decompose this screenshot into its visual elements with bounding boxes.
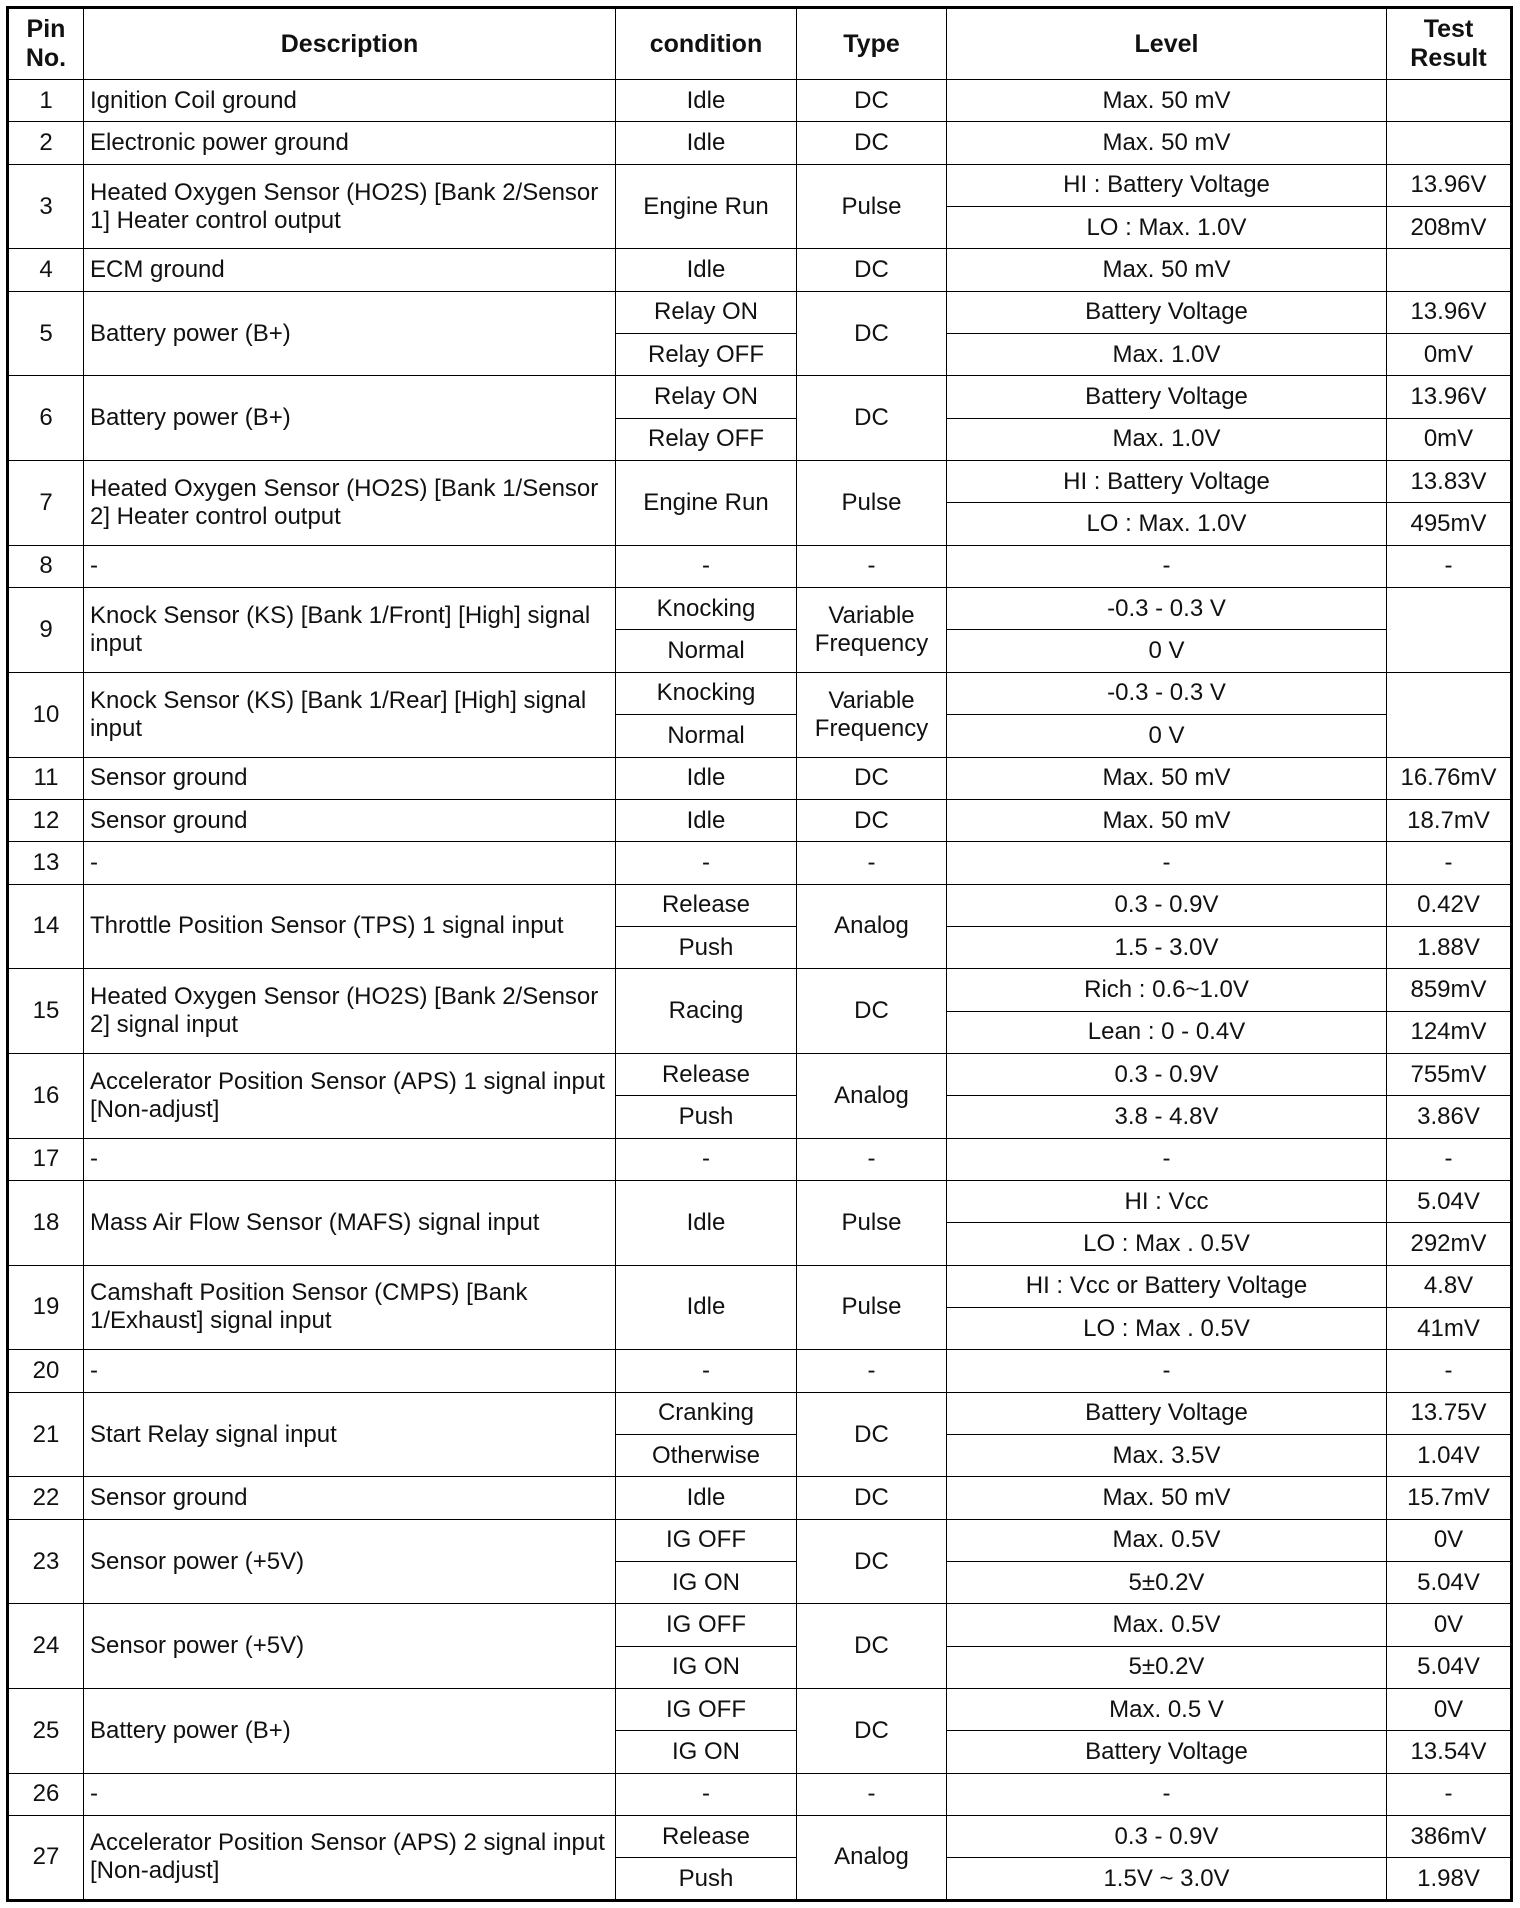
test-result-cell: - bbox=[1387, 1773, 1512, 1815]
level-cell: LO : Max . 0.5V bbox=[947, 1223, 1387, 1265]
test-result-cell: 208mV bbox=[1387, 207, 1512, 249]
type-cell: DC bbox=[797, 1519, 947, 1604]
type-cell: DC bbox=[797, 1477, 947, 1519]
test-result-cell: 0V bbox=[1387, 1689, 1512, 1731]
header-result-line1: Test bbox=[1423, 15, 1474, 43]
header-description: Description bbox=[84, 8, 616, 80]
pin-description: Camshaft Position Sensor (CMPS) [Bank 1/Exhaust] signal input bbox=[84, 1265, 616, 1350]
condition-cell: Release bbox=[616, 1053, 797, 1095]
level-cell: HI : Battery Voltage bbox=[947, 164, 1387, 206]
pin-number: 27 bbox=[8, 1816, 84, 1901]
level-cell: 0 V bbox=[947, 715, 1387, 757]
test-result-cell: 495mV bbox=[1387, 503, 1512, 545]
pin-number: 18 bbox=[8, 1180, 84, 1265]
condition-cell: Relay OFF bbox=[616, 418, 797, 460]
level-cell: Max. 50 mV bbox=[947, 757, 1387, 799]
table-row bbox=[8, 588, 1512, 630]
condition-cell: - bbox=[616, 1350, 797, 1392]
test-result-cell: 1.98V bbox=[1387, 1858, 1512, 1900]
pin-number: 20 bbox=[8, 1350, 84, 1392]
pin-description: - bbox=[84, 1350, 616, 1392]
condition-cell: Idle bbox=[616, 1265, 797, 1350]
level-cell: Battery Voltage bbox=[947, 291, 1387, 333]
test-result-cell: 755mV bbox=[1387, 1053, 1512, 1095]
type-cell: - bbox=[797, 1773, 947, 1815]
pin-number: 9 bbox=[8, 588, 84, 673]
condition-cell: Otherwise bbox=[616, 1435, 797, 1477]
pin-number: 13 bbox=[8, 842, 84, 884]
test-result-cell: 4.8V bbox=[1387, 1265, 1512, 1307]
pin-description: Heated Oxygen Sensor (HO2S) [Bank 2/Sensor 2] signal input bbox=[84, 969, 616, 1054]
level-cell: - bbox=[947, 842, 1387, 884]
pin-description: Heated Oxygen Sensor (HO2S) [Bank 2/Sensor 1] Heater control output bbox=[84, 164, 616, 249]
type-cell: DC bbox=[797, 80, 947, 122]
type-cell: Pulse bbox=[797, 164, 947, 249]
level-cell: - bbox=[947, 1138, 1387, 1180]
condition-cell: Idle bbox=[616, 80, 797, 122]
test-result-cell: 3.86V bbox=[1387, 1096, 1512, 1138]
test-result-cell: 18.7mV bbox=[1387, 799, 1512, 841]
condition-cell: Normal bbox=[616, 715, 797, 757]
pin-description: Knock Sensor (KS) [Bank 1/Rear] [High] signal input bbox=[84, 672, 616, 757]
header-result-line2: Result bbox=[1410, 44, 1487, 72]
level-cell: Battery Voltage bbox=[947, 376, 1387, 418]
header-condition: condition bbox=[616, 8, 797, 80]
condition-cell: Cranking bbox=[616, 1392, 797, 1434]
header-pin-line1: Pin bbox=[26, 15, 66, 43]
level-cell: Max. 50 mV bbox=[947, 1477, 1387, 1519]
condition-cell: Idle bbox=[616, 249, 797, 291]
pin-number: 8 bbox=[8, 545, 84, 587]
table-row bbox=[8, 122, 1512, 164]
level-cell: -0.3 - 0.3 V bbox=[947, 588, 1387, 630]
pin-description: Ignition Coil ground bbox=[84, 80, 616, 122]
pin-description: Heated Oxygen Sensor (HO2S) [Bank 1/Sensor 2] Heater control output bbox=[84, 461, 616, 546]
condition-cell: Racing bbox=[616, 969, 797, 1054]
level-cell: - bbox=[947, 545, 1387, 587]
table-row bbox=[8, 842, 1512, 884]
table-row bbox=[8, 1392, 1512, 1434]
test-result-cell: 13.75V bbox=[1387, 1392, 1512, 1434]
type-cell: DC bbox=[797, 1689, 947, 1774]
type-cell: - bbox=[797, 1138, 947, 1180]
test-result-cell bbox=[1387, 672, 1512, 757]
type-cell: Pulse bbox=[797, 461, 947, 546]
pin-number: 22 bbox=[8, 1477, 84, 1519]
pin-description: ECM ground bbox=[84, 249, 616, 291]
test-result-cell: 13.96V bbox=[1387, 164, 1512, 206]
level-cell: Battery Voltage bbox=[947, 1731, 1387, 1773]
pin-number: 1 bbox=[8, 80, 84, 122]
type-cell: Pulse bbox=[797, 1180, 947, 1265]
level-cell: - bbox=[947, 1773, 1387, 1815]
level-cell: Rich : 0.6~1.0V bbox=[947, 969, 1387, 1011]
condition-cell: IG ON bbox=[616, 1731, 797, 1773]
type-cell: - bbox=[797, 842, 947, 884]
level-cell: Max. 0.5V bbox=[947, 1604, 1387, 1646]
condition-cell: IG OFF bbox=[616, 1604, 797, 1646]
type-cell: Pulse bbox=[797, 1265, 947, 1350]
level-cell: 1.5V ~ 3.0V bbox=[947, 1858, 1387, 1900]
pin-number: 3 bbox=[8, 164, 84, 249]
pin-description: Mass Air Flow Sensor (MAFS) signal input bbox=[84, 1180, 616, 1265]
test-result-cell bbox=[1387, 249, 1512, 291]
ecm-pin-test-table bbox=[6, 6, 1513, 1902]
test-result-cell: 13.83V bbox=[1387, 461, 1512, 503]
level-cell: -0.3 - 0.3 V bbox=[947, 672, 1387, 714]
level-cell: Max. 50 mV bbox=[947, 80, 1387, 122]
condition-cell: Normal bbox=[616, 630, 797, 672]
condition-cell: IG ON bbox=[616, 1646, 797, 1688]
pin-number: 24 bbox=[8, 1604, 84, 1689]
type-cell: - bbox=[797, 1350, 947, 1392]
pin-description: Sensor power (+5V) bbox=[84, 1519, 616, 1604]
pin-number: 12 bbox=[8, 799, 84, 841]
type-cell: DC bbox=[797, 249, 947, 291]
test-result-cell bbox=[1387, 588, 1512, 673]
header-level: Level bbox=[947, 8, 1387, 80]
pin-number: 14 bbox=[8, 884, 84, 969]
test-result-cell: 0V bbox=[1387, 1519, 1512, 1561]
pin-number: 10 bbox=[8, 672, 84, 757]
test-result-cell: 0mV bbox=[1387, 418, 1512, 460]
level-cell: 0.3 - 0.9V bbox=[947, 1816, 1387, 1858]
header-pin bbox=[8, 8, 84, 80]
test-result-cell: - bbox=[1387, 1350, 1512, 1392]
condition-cell: - bbox=[616, 545, 797, 587]
test-result-cell: 16.76mV bbox=[1387, 757, 1512, 799]
pin-description: Start Relay signal input bbox=[84, 1392, 616, 1477]
test-result-cell: 0.42V bbox=[1387, 884, 1512, 926]
test-result-cell: 13.96V bbox=[1387, 376, 1512, 418]
condition-cell: IG OFF bbox=[616, 1519, 797, 1561]
table-row bbox=[8, 757, 1512, 799]
level-cell: 3.8 - 4.8V bbox=[947, 1096, 1387, 1138]
condition-cell: Release bbox=[616, 884, 797, 926]
pin-description: - bbox=[84, 1773, 616, 1815]
type-cell: DC bbox=[797, 969, 947, 1054]
test-result-cell: 5.04V bbox=[1387, 1646, 1512, 1688]
pin-table-container bbox=[6, 6, 1510, 1902]
pin-description: Accelerator Position Sensor (APS) 1 signal input [Non-adjust] bbox=[84, 1053, 616, 1138]
type-cell: DC bbox=[797, 376, 947, 461]
pin-description: Sensor ground bbox=[84, 757, 616, 799]
pin-description: Sensor ground bbox=[84, 799, 616, 841]
test-result-cell: 5.04V bbox=[1387, 1562, 1512, 1604]
test-result-cell: 15.7mV bbox=[1387, 1477, 1512, 1519]
condition-cell: - bbox=[616, 842, 797, 884]
level-cell: Lean : 0 - 0.4V bbox=[947, 1011, 1387, 1053]
table-row bbox=[8, 376, 1512, 418]
pin-description: - bbox=[84, 1138, 616, 1180]
level-cell: LO : Max. 1.0V bbox=[947, 207, 1387, 249]
condition-cell: Relay ON bbox=[616, 376, 797, 418]
pin-description: - bbox=[84, 842, 616, 884]
pin-number: 15 bbox=[8, 969, 84, 1054]
table-row bbox=[8, 799, 1512, 841]
pin-description: Sensor ground bbox=[84, 1477, 616, 1519]
condition-cell: Push bbox=[616, 1096, 797, 1138]
pin-description: Electronic power ground bbox=[84, 122, 616, 164]
table-row bbox=[8, 1138, 1512, 1180]
condition-cell: Push bbox=[616, 926, 797, 968]
pin-number: 25 bbox=[8, 1689, 84, 1774]
condition-cell: Idle bbox=[616, 1180, 797, 1265]
condition-cell: Idle bbox=[616, 122, 797, 164]
type-cell: DC bbox=[797, 799, 947, 841]
table-row bbox=[8, 1350, 1512, 1392]
condition-cell: Engine Run bbox=[616, 461, 797, 546]
table-row bbox=[8, 249, 1512, 291]
pin-number: 21 bbox=[8, 1392, 84, 1477]
level-cell: 0 V bbox=[947, 630, 1387, 672]
level-cell: Max. 50 mV bbox=[947, 799, 1387, 841]
test-result-cell: 13.54V bbox=[1387, 1731, 1512, 1773]
level-cell: LO : Max. 1.0V bbox=[947, 503, 1387, 545]
table-row bbox=[8, 1773, 1512, 1815]
pin-number: 26 bbox=[8, 1773, 84, 1815]
table-row bbox=[8, 969, 1512, 1011]
table-row bbox=[8, 1604, 1512, 1646]
test-result-cell: - bbox=[1387, 545, 1512, 587]
table-row bbox=[8, 1053, 1512, 1095]
test-result-cell: 13.96V bbox=[1387, 291, 1512, 333]
type-cell: Analog bbox=[797, 884, 947, 969]
level-cell: Max. 3.5V bbox=[947, 1435, 1387, 1477]
table-row bbox=[8, 545, 1512, 587]
type-cell: DC bbox=[797, 1604, 947, 1689]
level-cell: HI : Vcc bbox=[947, 1180, 1387, 1222]
test-result-cell: 124mV bbox=[1387, 1011, 1512, 1053]
condition-cell: Push bbox=[616, 1858, 797, 1900]
test-result-cell: 0mV bbox=[1387, 334, 1512, 376]
level-cell: HI : Battery Voltage bbox=[947, 461, 1387, 503]
header-row bbox=[8, 8, 1512, 80]
table-row bbox=[8, 884, 1512, 926]
test-result-cell: - bbox=[1387, 1138, 1512, 1180]
pin-number: 5 bbox=[8, 291, 84, 376]
type-cell: Variable Frequency bbox=[797, 672, 947, 757]
level-cell: - bbox=[947, 1350, 1387, 1392]
condition-cell: Relay ON bbox=[616, 291, 797, 333]
condition-cell: - bbox=[616, 1773, 797, 1815]
condition-cell: Idle bbox=[616, 757, 797, 799]
pin-number: 23 bbox=[8, 1519, 84, 1604]
test-result-cell bbox=[1387, 122, 1512, 164]
table-row bbox=[8, 461, 1512, 503]
header-pin-line2: No. bbox=[25, 44, 67, 72]
pin-description: Battery power (B+) bbox=[84, 1689, 616, 1774]
condition-cell: Relay OFF bbox=[616, 334, 797, 376]
type-cell: Analog bbox=[797, 1053, 947, 1138]
condition-cell: Engine Run bbox=[616, 164, 797, 249]
condition-cell: Idle bbox=[616, 799, 797, 841]
pin-description: Sensor power (+5V) bbox=[84, 1604, 616, 1689]
level-cell: LO : Max . 0.5V bbox=[947, 1307, 1387, 1349]
table-row bbox=[8, 80, 1512, 122]
pin-description: Knock Sensor (KS) [Bank 1/Front] [High] signal input bbox=[84, 588, 616, 673]
level-cell: Battery Voltage bbox=[947, 1392, 1387, 1434]
condition-cell: IG ON bbox=[616, 1562, 797, 1604]
type-cell: DC bbox=[797, 757, 947, 799]
level-cell: 1.5 - 3.0V bbox=[947, 926, 1387, 968]
type-cell: DC bbox=[797, 122, 947, 164]
level-cell: Max. 0.5 V bbox=[947, 1689, 1387, 1731]
type-cell: Analog bbox=[797, 1816, 947, 1901]
pin-number: 4 bbox=[8, 249, 84, 291]
pin-description: - bbox=[84, 545, 616, 587]
level-cell: 0.3 - 0.9V bbox=[947, 1053, 1387, 1095]
test-result-cell: 386mV bbox=[1387, 1816, 1512, 1858]
type-cell: DC bbox=[797, 1392, 947, 1477]
table-body bbox=[8, 80, 1512, 1901]
type-cell: Variable Frequency bbox=[797, 588, 947, 673]
level-cell: 0.3 - 0.9V bbox=[947, 884, 1387, 926]
test-result-cell: 1.88V bbox=[1387, 926, 1512, 968]
test-result-cell: 41mV bbox=[1387, 1307, 1512, 1349]
test-result-cell: 1.04V bbox=[1387, 1435, 1512, 1477]
table-row bbox=[8, 1816, 1512, 1858]
table-row bbox=[8, 1689, 1512, 1731]
pin-number: 11 bbox=[8, 757, 84, 799]
test-result-cell: 5.04V bbox=[1387, 1180, 1512, 1222]
test-result-cell: 292mV bbox=[1387, 1223, 1512, 1265]
level-cell: Max. 50 mV bbox=[947, 122, 1387, 164]
condition-cell: Knocking bbox=[616, 588, 797, 630]
pin-number: 16 bbox=[8, 1053, 84, 1138]
condition-cell: IG OFF bbox=[616, 1689, 797, 1731]
header-type: Type bbox=[797, 8, 947, 80]
pin-description: Battery power (B+) bbox=[84, 291, 616, 376]
type-cell: DC bbox=[797, 291, 947, 376]
pin-number: 7 bbox=[8, 461, 84, 546]
pin-description: Accelerator Position Sensor (APS) 2 signal input [Non-adjust] bbox=[84, 1816, 616, 1901]
table-row bbox=[8, 1477, 1512, 1519]
table-row bbox=[8, 1265, 1512, 1307]
table-row bbox=[8, 291, 1512, 333]
pin-number: 17 bbox=[8, 1138, 84, 1180]
test-result-cell: 0V bbox=[1387, 1604, 1512, 1646]
level-cell: Max. 1.0V bbox=[947, 418, 1387, 460]
level-cell: Max. 0.5V bbox=[947, 1519, 1387, 1561]
pin-number: 6 bbox=[8, 376, 84, 461]
header-result bbox=[1387, 8, 1512, 80]
table-row bbox=[8, 1180, 1512, 1222]
test-result-cell: - bbox=[1387, 842, 1512, 884]
test-result-cell bbox=[1387, 80, 1512, 122]
level-cell: Max. 50 mV bbox=[947, 249, 1387, 291]
pin-description: Throttle Position Sensor (TPS) 1 signal input bbox=[84, 884, 616, 969]
table-row bbox=[8, 164, 1512, 206]
table-row bbox=[8, 672, 1512, 714]
condition-cell: Idle bbox=[616, 1477, 797, 1519]
level-cell: Max. 1.0V bbox=[947, 334, 1387, 376]
condition-cell: - bbox=[616, 1138, 797, 1180]
condition-cell: Knocking bbox=[616, 672, 797, 714]
pin-description: Battery power (B+) bbox=[84, 376, 616, 461]
level-cell: 5±0.2V bbox=[947, 1646, 1387, 1688]
level-cell: 5±0.2V bbox=[947, 1562, 1387, 1604]
test-result-cell: 859mV bbox=[1387, 969, 1512, 1011]
table-row bbox=[8, 1519, 1512, 1561]
type-cell: - bbox=[797, 545, 947, 587]
pin-number: 19 bbox=[8, 1265, 84, 1350]
pin-number: 2 bbox=[8, 122, 84, 164]
level-cell: HI : Vcc or Battery Voltage bbox=[947, 1265, 1387, 1307]
condition-cell: Release bbox=[616, 1816, 797, 1858]
